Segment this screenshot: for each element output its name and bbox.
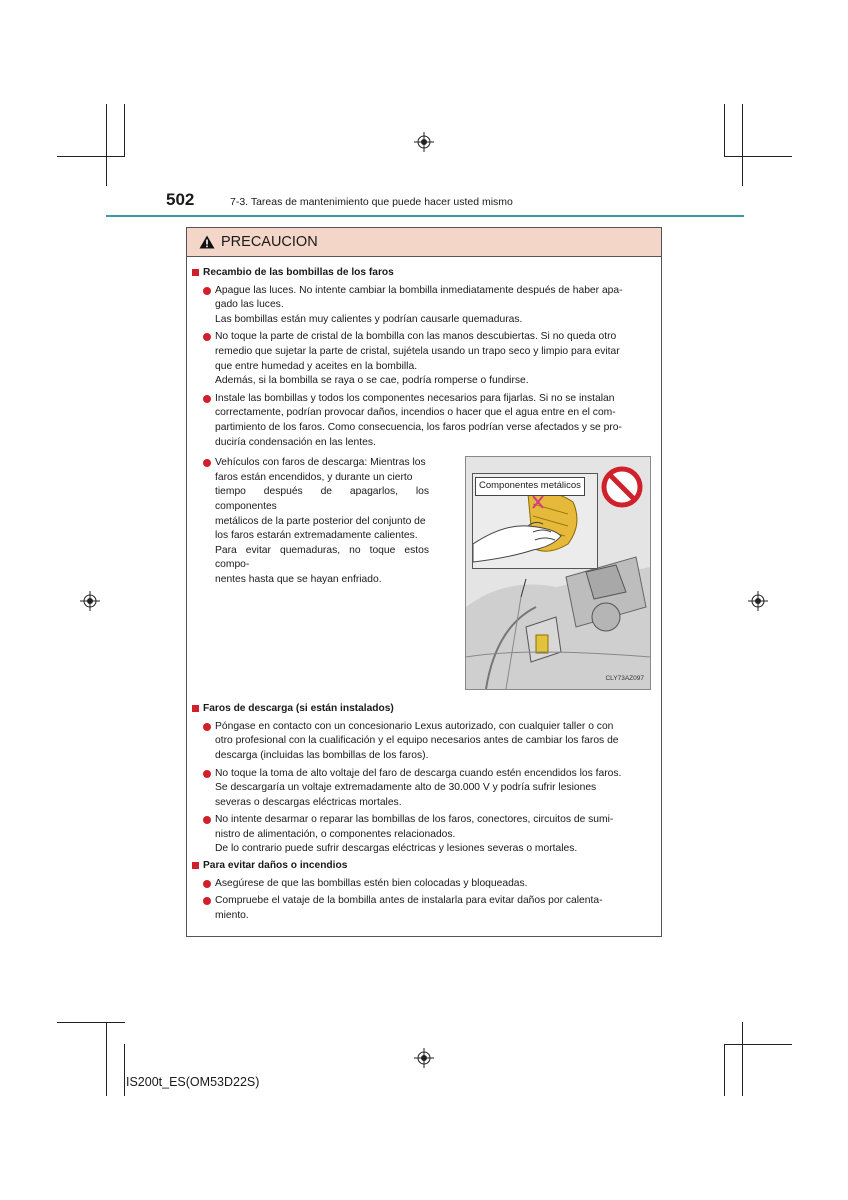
bullet-icon bbox=[203, 395, 211, 403]
list-item: Vehículos con faros de descarga: Mientras los faros están encendidos, y durante un cierto tiempo después de apagarlos, los componentes metálicos de la parte posterior del conjunto de los faros estarán extremadamente calientes. Para evitar quemaduras, no toque estos compo- nentes hasta que se hayan enfriado. bbox=[187, 456, 429, 587]
caution-content bbox=[187, 264, 661, 923]
crop-mark bbox=[724, 156, 792, 157]
section-heading: Faros de descarga (si están instalados) bbox=[187, 702, 661, 717]
square-bullet-icon bbox=[192, 705, 199, 712]
figure-code: CLY73AZ097 bbox=[605, 674, 644, 682]
crop-mark bbox=[106, 1022, 107, 1096]
crop-mark bbox=[742, 104, 743, 186]
bullet-icon bbox=[203, 459, 211, 467]
section-title: 7-3. Tareas de mantenimiento que puede hacer usted mismo bbox=[230, 196, 513, 208]
registration-mark-icon bbox=[748, 591, 768, 611]
list-item: Compruebe el vataje de la bombilla antes de instalarla para evitar daños por calenta- miento. bbox=[187, 894, 661, 923]
list-item: No toque la toma de alto voltaje del faro de descarga cuando estén encendidos los faros. Se descargaría un voltaje extremadamente alto de 30.000 V y podría sufrir lesiones severas o descargas eléctricas mortales. bbox=[187, 767, 661, 811]
section-heading: Recambio de las bombillas de los faros bbox=[187, 266, 661, 281]
crop-mark bbox=[106, 104, 107, 186]
bullet-icon bbox=[203, 723, 211, 731]
crop-mark bbox=[124, 1044, 125, 1096]
list-item: Apague las luces. No intente cambiar la bombilla inmediatamente después de haber apa- gado las luces. Las bombillas están muy calientes y podrían causarle quemaduras. bbox=[187, 284, 661, 328]
registration-mark-icon bbox=[414, 132, 434, 152]
bullet-icon bbox=[203, 287, 211, 295]
square-bullet-icon bbox=[192, 269, 199, 276]
model-code: IS200t_ES(OM53D22S) bbox=[126, 1075, 260, 1089]
crop-mark bbox=[57, 156, 125, 157]
bullet-icon bbox=[203, 816, 211, 824]
prohibition-icon bbox=[600, 465, 644, 509]
list-item: Asegúrese de que las bombillas estén bien colocadas y bloqueadas. bbox=[187, 877, 661, 892]
crop-mark bbox=[724, 104, 725, 156]
crop-mark bbox=[724, 1044, 725, 1096]
crop-mark bbox=[742, 1022, 743, 1096]
inset-detail bbox=[472, 473, 598, 569]
caution-title: PRECAUCION bbox=[221, 234, 318, 250]
crop-mark bbox=[724, 1044, 792, 1045]
list-item: Póngase en contacto con un concesionario Lexus autorizado, con cualquier taller o con otro profesional con la cualificación y el equipo necesarios antes de cambiar los faros de descarga (incluidas las bombillas de los faros). bbox=[187, 720, 661, 764]
bullet-icon bbox=[203, 770, 211, 778]
registration-mark-icon bbox=[80, 591, 100, 611]
section-heading: Para evitar daños o incendios bbox=[187, 859, 661, 874]
caution-box bbox=[186, 227, 662, 937]
page-number: 502 bbox=[166, 190, 195, 209]
warning-triangle-icon bbox=[199, 235, 215, 249]
registration-mark-icon bbox=[414, 1048, 434, 1068]
bullet-icon bbox=[203, 897, 211, 905]
figure-row bbox=[187, 456, 661, 700]
caution-header bbox=[187, 228, 661, 257]
square-bullet-icon bbox=[192, 862, 199, 869]
crop-mark bbox=[124, 104, 125, 156]
list-item: No intente desarmar o reparar las bombillas de los faros, conectores, circuitos de sumi- nistro de alimentación, o componentes relacionados. De lo contrario puede sufrir descargas eléctricas y lesiones severas o mortales. bbox=[187, 813, 661, 857]
bullet-icon bbox=[203, 333, 211, 341]
header-divider bbox=[106, 215, 744, 217]
headlight-figure bbox=[465, 456, 651, 690]
crop-mark bbox=[57, 1022, 125, 1023]
callout-label: Componentes metálicos bbox=[475, 477, 585, 496]
bullet-icon bbox=[203, 880, 211, 888]
list-item: No toque la parte de cristal de la bombilla con las manos descubiertas. Si no queda otro remedio que sujetar la parte de cristal, sujétela usando un trapo seco y limpio para evitar que entre humedad y aceites en la bombilla. Además, si la bombilla se raya o se cae, podría romperse o fundirse. bbox=[187, 330, 661, 388]
list-item: Instale las bombillas y todos los componentes necesarios para fijarlas. Si no se instalan correctamente, podrían provocar daños, incendios o hacer que el agua entre en el com- partimiento de los faros. Como consecuencia, los faros podrían verse afectados y se pro- duciría condensación en las lentes. bbox=[187, 392, 661, 450]
